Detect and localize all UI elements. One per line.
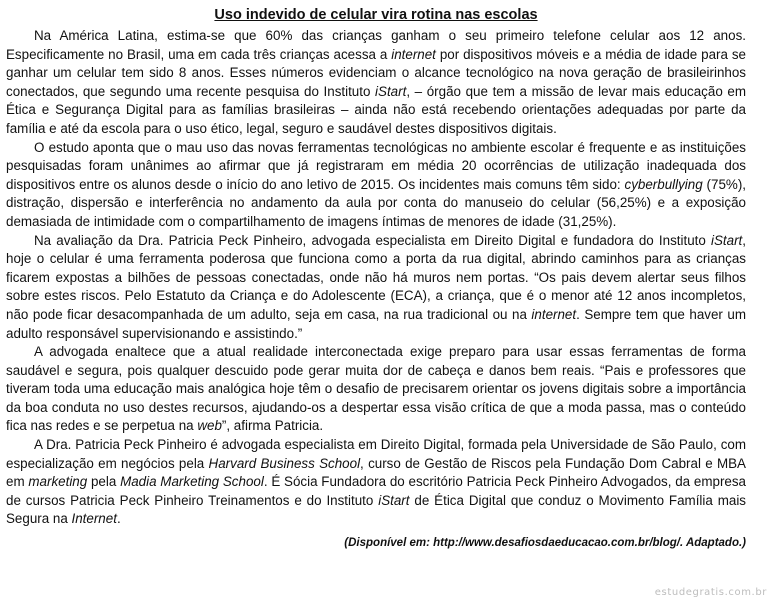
text-run: . Sempre tem que haver um adulto responsável supervisionando e assistindo.” bbox=[6, 306, 746, 341]
text-run: de Ética Digital que conduz o Movimento Família mais Segura na bbox=[6, 492, 746, 527]
article-title: Uso indevido de celular vira rotina nas escolas bbox=[214, 7, 538, 23]
paragraph-2 bbox=[6, 139, 746, 232]
text-run: , curso de Gestão de Riscos pela Fundação Dom Cabral e MBA em bbox=[6, 455, 746, 490]
italic-term: Madia Marketing School bbox=[120, 474, 264, 490]
text-run: Na América Latina, estima-se que 60% das crianças ganham o seu primeiro telefone celular aos 12 anos. Especificamente no Brasil, uma em cada três crianças acessa a bbox=[6, 28, 746, 62]
paragraph-4 bbox=[6, 343, 746, 436]
paragraph-5 bbox=[6, 436, 746, 529]
paragraph-3 bbox=[6, 232, 746, 344]
text-run: pela bbox=[87, 474, 121, 490]
paragraph-1 bbox=[6, 27, 746, 139]
text-run: Na avaliação da Dra. Patricia Peck Pinheiro, advogada especialista em Direito Digital e fundadora do Instituto bbox=[34, 232, 711, 248]
italic-term: internet bbox=[531, 306, 577, 322]
italic-term: iStart bbox=[711, 232, 743, 248]
text-run: ”, afirma Patricia. bbox=[221, 418, 324, 434]
text-run: . bbox=[116, 511, 121, 527]
italic-term: web bbox=[197, 418, 222, 434]
source-citation: (Disponível em: http://www.desafiosdaeducacao.com.br/blog/. Adaptado.) bbox=[344, 537, 746, 550]
text-run: A Dra. Patricia Peck Pinheiro é advogada especialista em Direito Digital, formada pela Universidade de São Paulo, com especialização em negócios pela bbox=[6, 437, 746, 471]
text-run: , hoje o celular é uma ferramenta poderosa que funciona como a porta da rua digital, abrindo caminhos para as crianças ficarem expostas a bilhões de pessoas conectadas, onde não há muros nem portas. “Os pais devem alertar seus filhos sobre estes riscos. Pelo Estatuto da Criança e do Adolescente (ECA), a criança, que é o menor até 12 anos incompletos, não pode ficar desacompanhada de um adulto, seja em casa, na rua tradicional ou na bbox=[6, 232, 746, 322]
article bbox=[6, 6, 746, 551]
italic-term: Internet bbox=[71, 511, 117, 527]
italic-term: iStart bbox=[378, 492, 410, 508]
text-run: (75%), distração, dispersão e interferência no andamento da aula por conta do manuseio do celular (56,25%) e a exposição demasiada de intimidade com o compartilhamento de imagens íntimas de menores de idade (31,25%). bbox=[6, 176, 746, 229]
text-run: por dispositivos móveis e a média de idade para se ganhar um celular tem sido 8 anos. Esses números evidenciam o alcance tecnológico na nova geração de brasileirinhos conectados, que segundo uma recente pesquisa do Instituto bbox=[6, 46, 746, 99]
text-run: . É Sócia Fundadora do escritório Patricia Peck Pinheiro Advogados, da empresa de cursos Patricia Peck Pinheiro Treinamentos e do Instituto bbox=[6, 474, 747, 508]
article-body bbox=[6, 27, 746, 529]
italic-term: iStart bbox=[375, 83, 407, 99]
text-run: , – órgão que tem a missão de levar mais educação em Ética e Segurança Digital para as famílias brasileiras – ainda não está recebendo orientações adequadas por parte da família e até da escola para o uso ético, legal, seguro e saudável destes dispositivos digitais. bbox=[6, 83, 747, 136]
italic-term: Harvard Business School bbox=[208, 455, 361, 471]
italic-term: marketing bbox=[28, 474, 88, 490]
text-run: O estudo aponta que o mau uso das novas ferramentas tecnológicas no ambiente escolar é frequente e as instituições pesquisadas foram unânimes ao afirmar que já registraram em média 20 ocorrências de utilização inadequada dos dispositivos entre os alunos desde o início do ano letivo de 2015. Os incidentes mais comuns têm sido: bbox=[6, 139, 746, 192]
italic-term: cyberbullying bbox=[624, 176, 703, 192]
italic-term: internet bbox=[391, 46, 436, 62]
watermark: estudegratis.com.br bbox=[654, 587, 767, 598]
text-run: A advogada enaltece que a atual realidade interconectada exige preparo para usar essas ferramentas de forma saudável e segura, pois qualquer descuido pode gerar muita dor de cabeça e danos bem reais. “Pais e professores que tiveram toda uma educação mais analógica hoje têm o desafio de precisarem orientar os jovens digitais sobre a importância da boa conduta no uso destes recursos, ajudando-os a despertar essa visão crítica de que a moda passa, mas o conteúdo fica nas redes e se perpetua na bbox=[6, 344, 746, 434]
